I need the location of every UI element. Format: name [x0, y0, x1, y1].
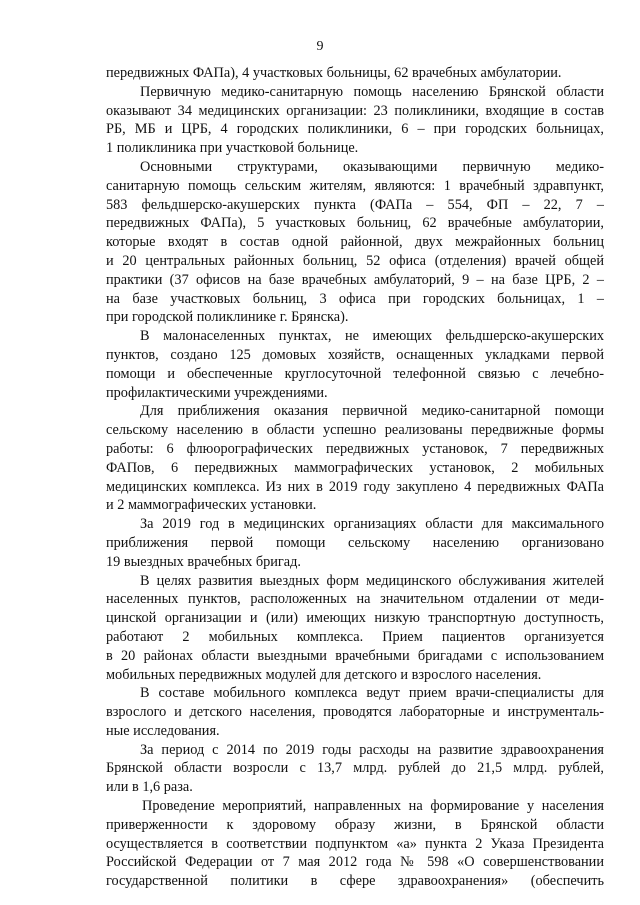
text-line: передвижных ФАПа), 4 участковых больницы, 62 врачебных амбулатории.: [106, 65, 562, 81]
text-line: практики (37 офисов на базе врачебных амбулаторий, 9 – на базе ЦРБ, 2 –: [106, 271, 604, 288]
paragraph: [106, 64, 604, 83]
text-line: пунктов, создано 125 домовых хозяйств, оснащенных укладками первой: [106, 346, 604, 363]
text-line: Для приближения оказания первичной медико-санитарной помощи: [140, 403, 604, 420]
text-line: в 20 районах области выездными врачебными бригадами с использованием: [106, 647, 604, 664]
text-line: или в 1,6 раза.: [106, 779, 193, 796]
text-line: За период с 2014 по 2019 годы расходы на развитие здравоохранения: [140, 741, 604, 758]
text-line: передвижных ФАПа), 5 участковых больниц, 62 врачебные амбулатории,: [106, 215, 604, 232]
paragraph: [106, 741, 604, 797]
text-line: на базе участковых больниц, 3 офиса при городских больницах, 1 –: [106, 290, 604, 307]
text-line: За 2019 год в медицинских организациях области для максимального: [140, 516, 604, 533]
text-line: 1 поликлиника при участковой больнице.: [106, 140, 359, 157]
text-line: населенных пунктов, расположенных на значительном отдалении от меди-: [106, 591, 604, 608]
text-line: 583 фельдшерско-акушерских пункта (ФАПа – 554, ФП – 22, 7 –: [106, 196, 604, 213]
text-line: Основными структурами, оказывающими первичную медико-: [140, 158, 604, 175]
text-line: мобильных передвижных модулей для детского и взрослого населения.: [106, 666, 542, 683]
text-line: Первичную медико-санитарную помощь населению Брянской области: [140, 83, 604, 100]
text-line: оказывают 34 медицинских организации: 23 поликлиники, входящие в состав: [106, 102, 604, 119]
text-line: сельскому населению в области успешно реализованы передвижные формы: [106, 422, 604, 439]
page-number: 9: [316, 39, 324, 54]
document-body: [106, 64, 604, 891]
text-line: ФАПов, 6 передвижных маммографических установок, 2 мобильных: [106, 459, 604, 476]
text-line: 19 выездных врачебных бригад.: [106, 553, 301, 570]
paragraph: [106, 327, 604, 402]
text-line: ные исследования.: [106, 722, 220, 739]
text-line: Брянской области возросли с 13,7 млрд. рублей до 21,5 млрд. рублей,: [106, 760, 604, 777]
paragraph: [106, 684, 604, 740]
text-line: работают 2 мобильных комплекса. Прием пациентов организуется: [106, 628, 604, 645]
text-line: В целях развития выездных форм медицинского обслуживания жителей: [140, 572, 604, 589]
paragraph: [106, 402, 604, 515]
paragraph: [106, 83, 604, 158]
text-line: приверженности к здоровому образу жизни, в Брянской области: [106, 816, 604, 833]
paragraph: [106, 572, 604, 685]
text-line: санитарную помощь сельским жителям, являются: 1 врачебный здравпункт,: [106, 177, 604, 194]
text-line: помощи и обеспеченные круглосуточной телефонной связью с лечебно-: [106, 365, 604, 382]
text-line: РБ, МБ и ЦРБ, 4 городских поликлиники, 6 – при городских больницах,: [106, 121, 604, 138]
text-line: взрослого и детского населения, проводятся лабораторные и инструменталь-: [106, 704, 604, 721]
text-line: которые входят в состав одной районной, двух межрайонных больниц: [106, 234, 604, 251]
paragraph: [106, 515, 604, 571]
text-line: приближения первой помощи сельскому населению организовано: [106, 534, 604, 551]
text-line: Проведение мероприятий, направленных на формирование у населения: [142, 798, 604, 815]
text-line: медицинских комплекса. Из них в 2019 году закуплено 4 передвижных ФАПа: [106, 478, 604, 495]
paragraph: [106, 797, 604, 891]
text-line: и 2 маммографических установки.: [106, 497, 317, 514]
text-line: осуществляется в соответствии подпунктом «а» пункта 2 Указа Президента: [106, 835, 604, 852]
text-line: и 20 центральных районных больниц, 52 офиса (отделения) врачей общей: [106, 252, 604, 269]
paragraph: [106, 158, 604, 327]
text-line: цинской организации и (или) имеющих низкую транспортную доступность,: [106, 610, 604, 627]
text-line: работы: 6 флюорографических передвижных установок, 7 передвижных: [106, 440, 604, 457]
text-line: В составе мобильного комплекса ведут прием врачи-специалисты для: [140, 685, 604, 702]
text-line: Российской Федерации от 7 мая 2012 года № 598 «О совершенствовании: [106, 854, 604, 871]
text-line: государственной политики в сфере здравоохранения» (обеспечить: [106, 873, 604, 890]
text-line: при городской поликлинике г. Брянска).: [106, 309, 349, 326]
text-line: В малонаселенных пунктах, не имеющих фельдшерско-акушерских: [140, 328, 604, 345]
text-line: профилактическими учреждениями.: [106, 384, 328, 401]
